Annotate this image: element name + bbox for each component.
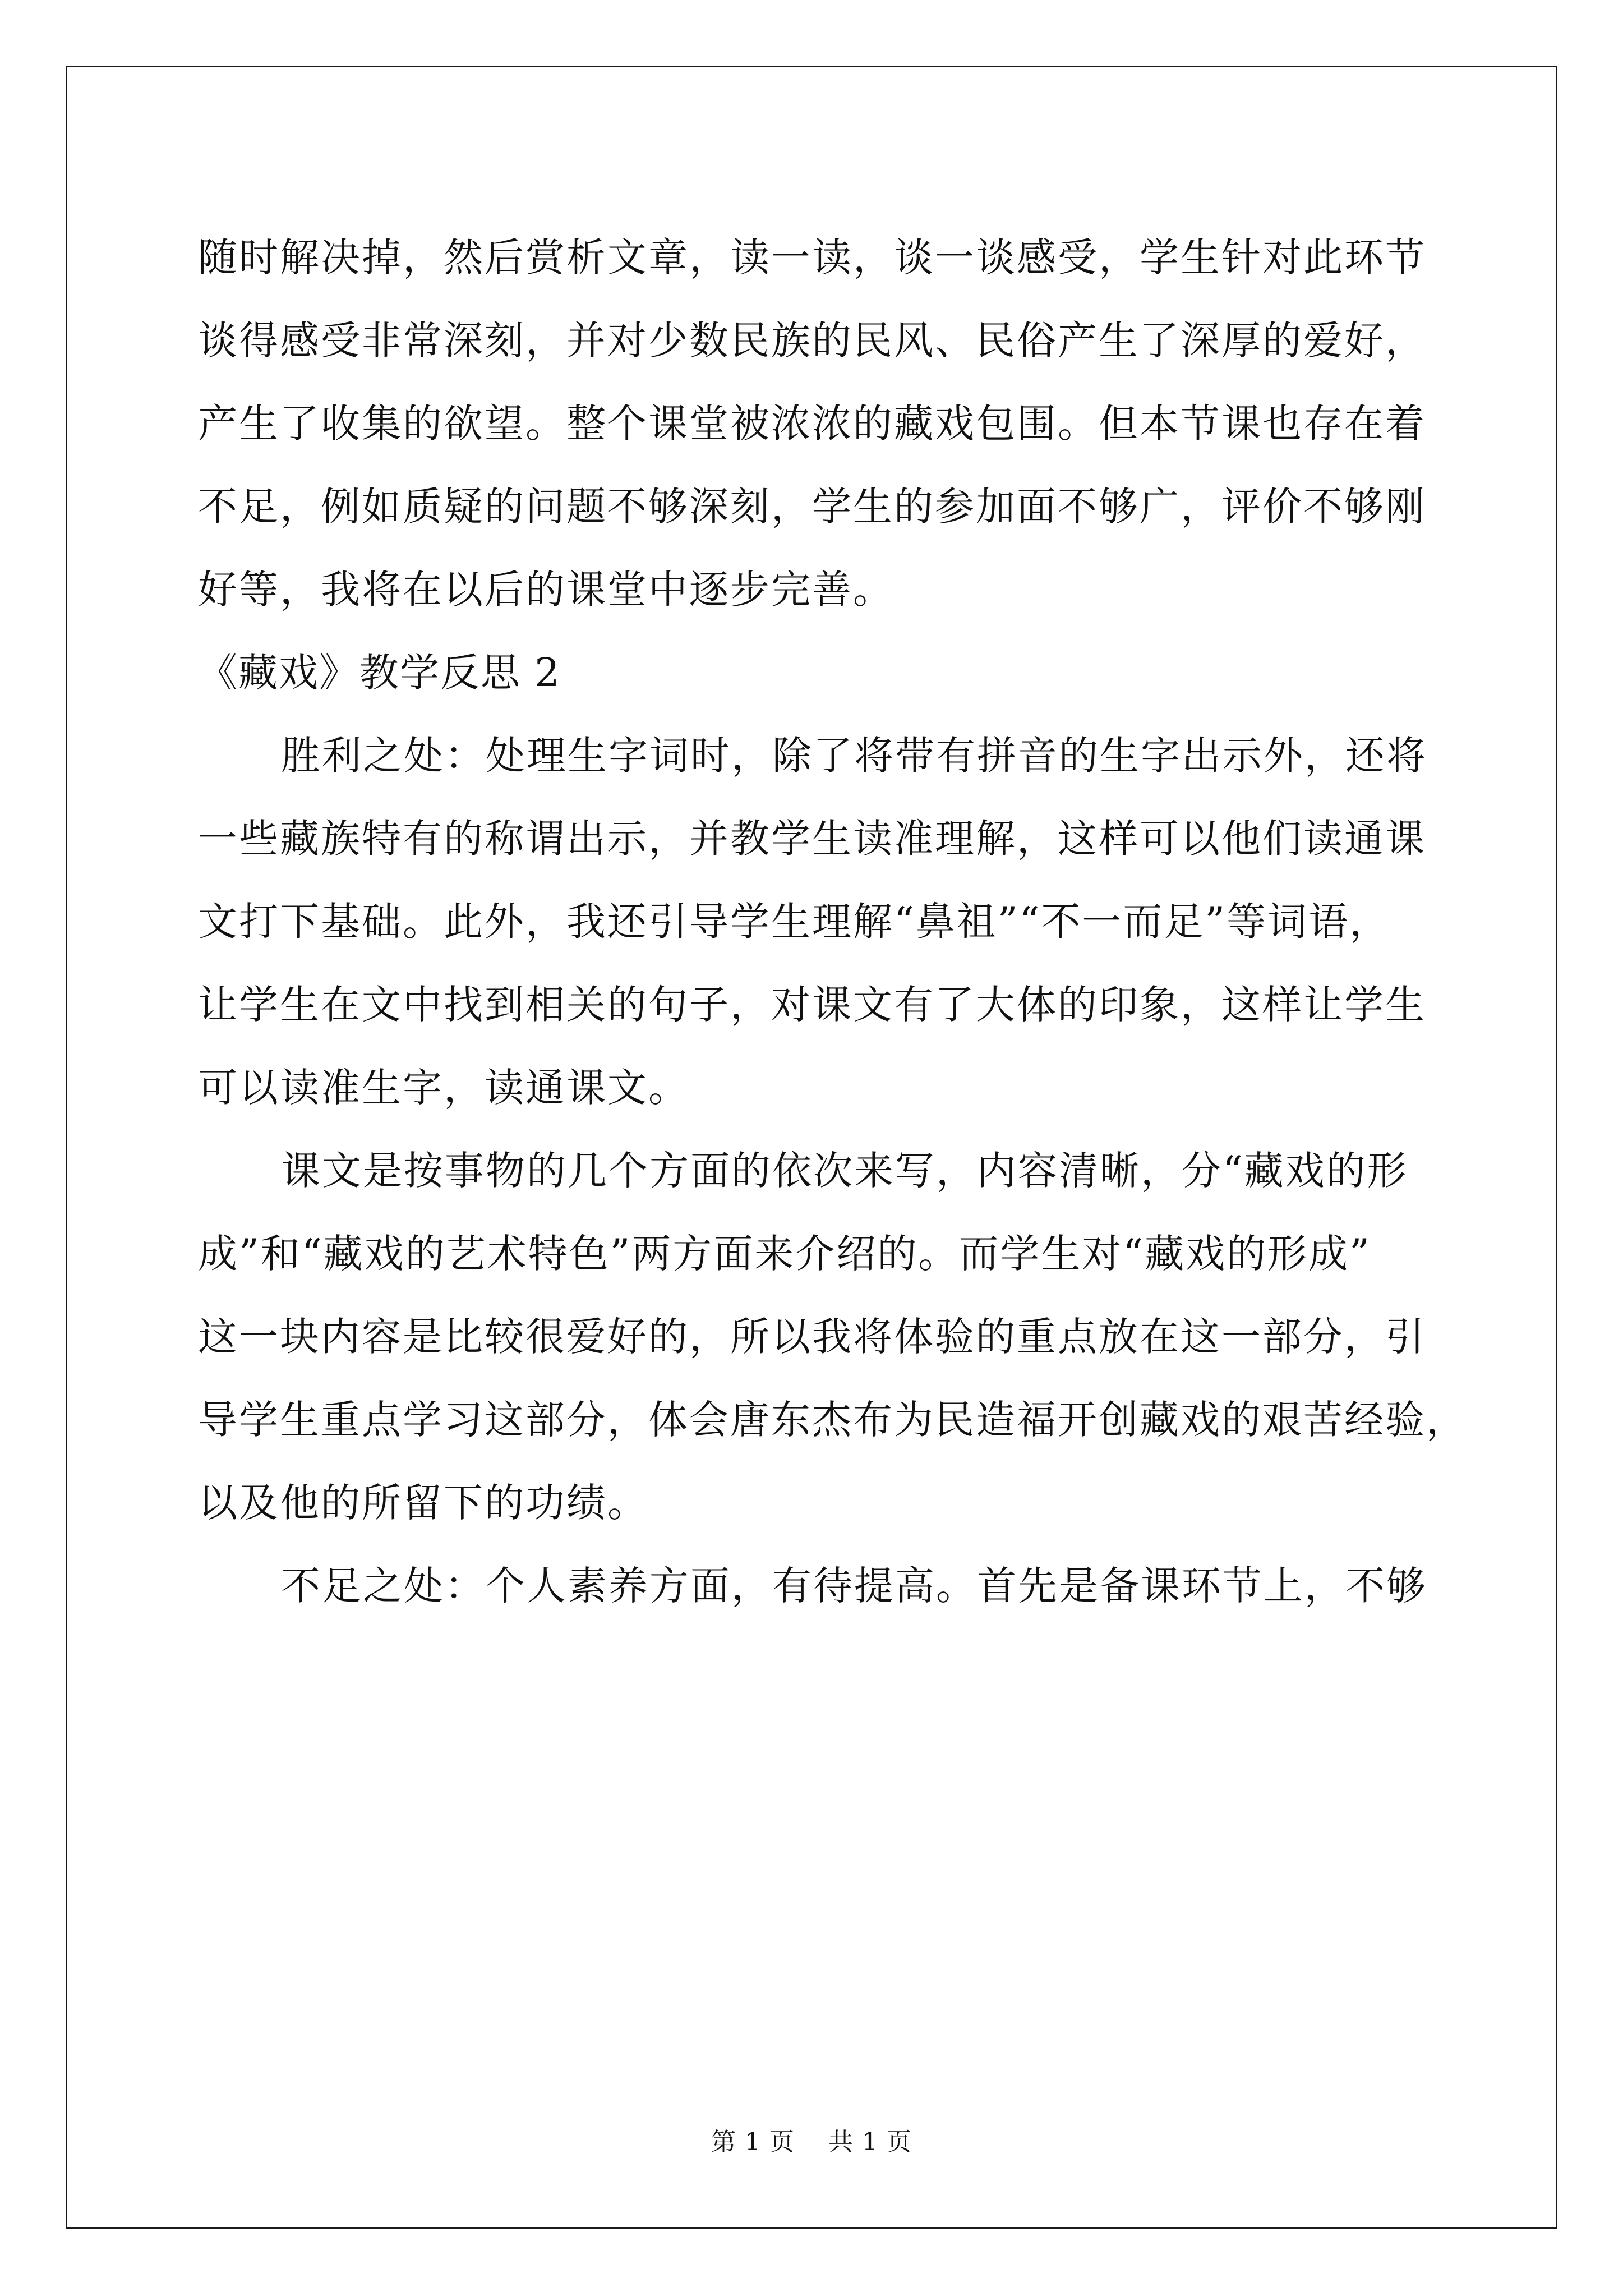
paragraph-line: 随时解决掉，然后赏析文章，读一读，谈一谈感受，学生针对此环节 bbox=[198, 234, 1426, 280]
paragraph-line: 这一块内容是比较很爱好的，所以我将体验的重点放在这一部分，引 bbox=[198, 1314, 1426, 1360]
paragraph-line: 让学生在文中找到相关的句子，对课文有了大体的印象，这样让学生 bbox=[198, 982, 1426, 1028]
paragraph-line: 成”和“藏戏的艺术特色”两方面来介绍的。而学生对“藏戏的形成” bbox=[198, 1231, 1371, 1277]
paragraph-line: 导学生重点学习这部分，体会唐东杰布为民造福开创藏戏的艰苦经验， bbox=[198, 1397, 1467, 1443]
paragraph-line: 不足，例如质疑的问题不够深刻，学生的参加面不够广，评价不够刚 bbox=[198, 484, 1426, 530]
paragraph-line: 一些藏族特有的称谓出示，并教学生读准理解，这样可以他们读通课 bbox=[198, 816, 1426, 862]
paragraph-line: 产生了收集的欲望。整个课堂被浓浓的藏戏包围。但本节课也存在着 bbox=[198, 401, 1426, 447]
paragraph-line: 不足之处：个人素养方面，有待提高。首先是备课环节上，不够 bbox=[281, 1563, 1427, 1609]
section-heading: 《藏戏》教学反思 2 bbox=[198, 650, 561, 696]
paragraph-line: 课文是按事物的几个方面的依次来写，内容清晰，分“藏戏的形 bbox=[281, 1148, 1408, 1194]
paragraph-line: 胜利之处：处理生字词时，除了将带有拼音的生字出示外，还将 bbox=[281, 733, 1427, 779]
paragraph-line: 文打下基础。此外，我还引导学生理解“鼻祖”“不一而足”等词语， bbox=[198, 899, 1391, 945]
page-footer bbox=[0, 2122, 1623, 2157]
paragraph-line: 以及他的所留下的功绩。 bbox=[198, 1480, 648, 1526]
paragraph-line: 谈得感受非常深刻，并对少数民族的民风、民俗产生了深厚的爱好， bbox=[198, 318, 1426, 364]
document-body bbox=[198, 216, 1467, 1627]
page-number: 第 1 页 共 1 页 bbox=[711, 2128, 912, 2156]
paragraph-line: 好等，我将在以后的课堂中逐步完善。 bbox=[198, 567, 894, 613]
paragraph-line: 可以读准生字，读通课文。 bbox=[198, 1065, 689, 1111]
